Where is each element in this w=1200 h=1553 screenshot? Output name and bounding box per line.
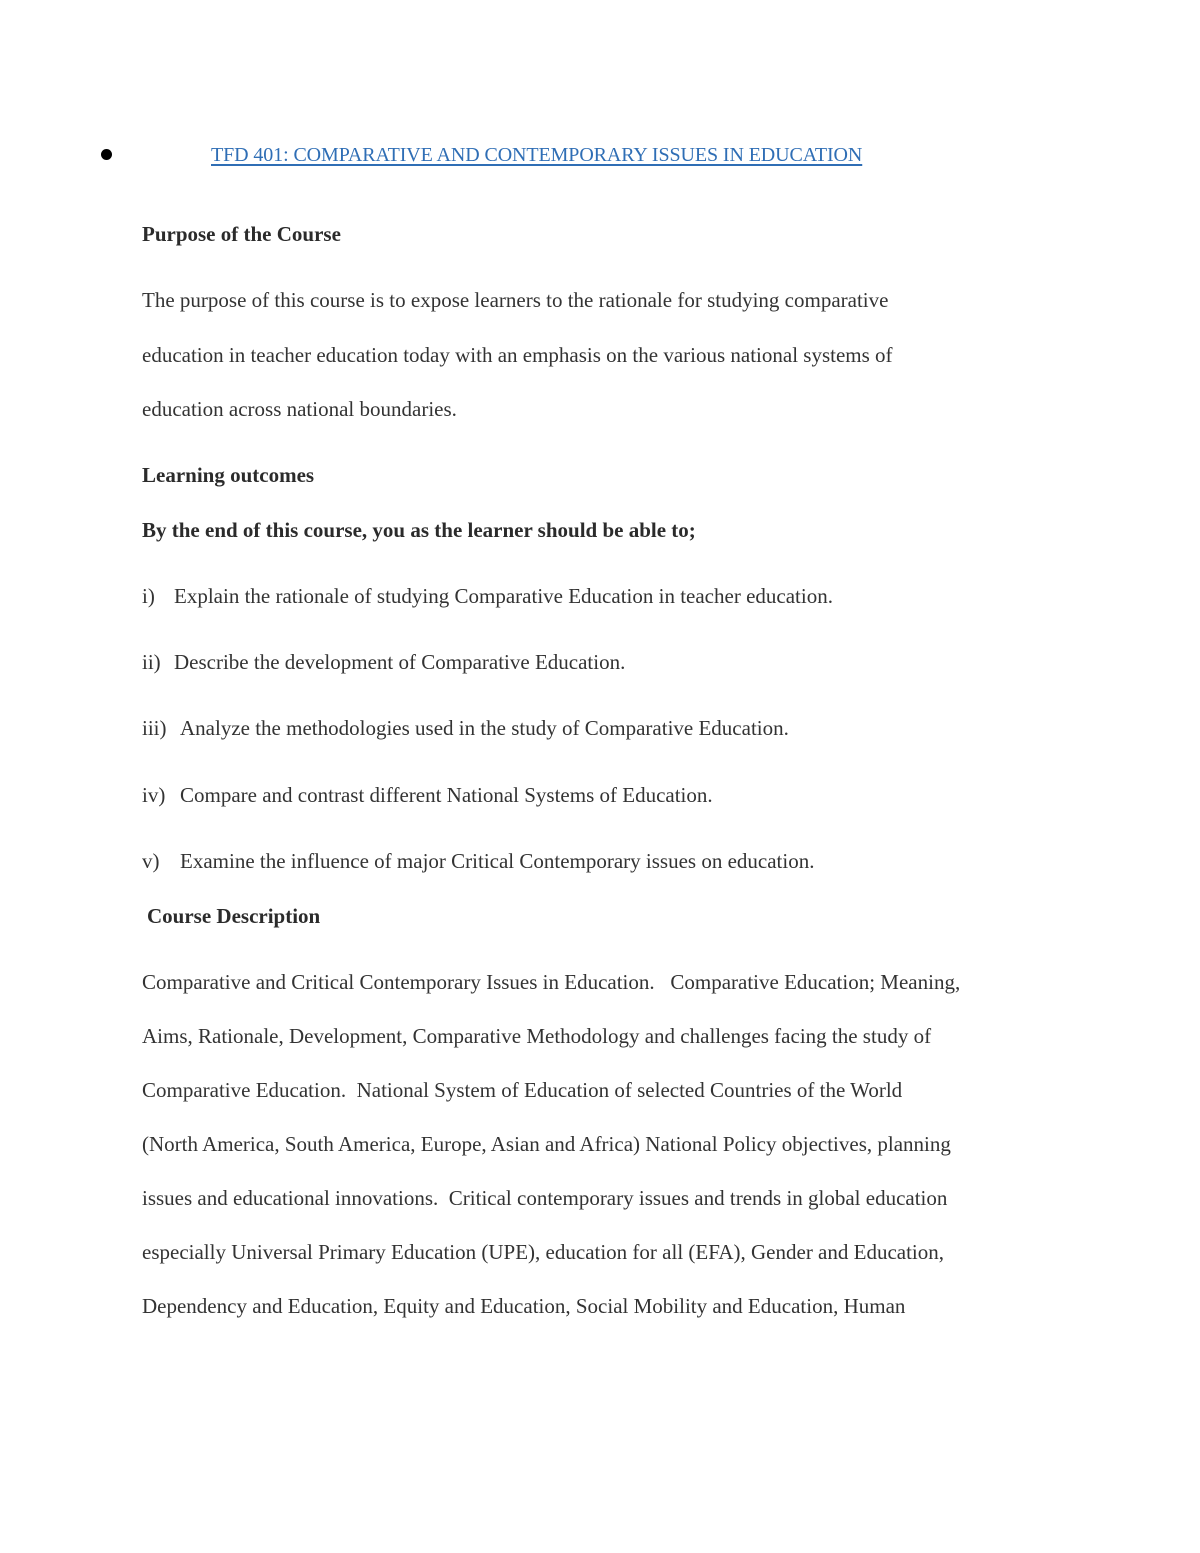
purpose-heading: Purpose of the Course <box>142 222 341 246</box>
learning-outcomes-intro: By the end of this course, you as the learner should be able to; <box>142 518 696 542</box>
purpose-line: The purpose of this course is to expose learners to the rationale for studying comparative <box>142 288 889 312</box>
outcome-number: iii) <box>142 716 167 740</box>
outcome-item <box>142 847 814 875</box>
outcome-number: iv) <box>142 783 166 807</box>
outcome-text: Analyze the methodologies used in the study of Comparative Education. <box>180 716 789 740</box>
purpose-line: education in teacher education today with an emphasis on the various national systems of <box>142 343 893 367</box>
purpose-line: education across national boundaries. <box>142 397 457 421</box>
outcome-number: v) <box>142 849 160 873</box>
outcome-item <box>142 648 625 676</box>
outcome-item <box>142 714 789 742</box>
description-line: (North America, South America, Europe, Asian and Africa) National Policy objectives, planning <box>142 1132 951 1156</box>
course-description-heading: Course Description <box>147 904 321 928</box>
outcome-item <box>142 582 833 610</box>
bullet-icon <box>101 149 112 160</box>
description-line: Dependency and Education, Equity and Education, Social Mobility and Education, Human <box>142 1294 906 1318</box>
description-line: Comparative and Critical Contemporary Issues in Education. Comparative Education; Meaning, <box>142 970 961 994</box>
course-title-link[interactable]: TFD 401: COMPARATIVE AND CONTEMPORARY ISSUES IN EDUCATION <box>211 144 863 166</box>
description-line: issues and educational innovations. Critical contemporary issues and trends in global education <box>142 1186 948 1210</box>
description-line: Aims, Rationale, Development, Comparative Methodology and challenges facing the study of <box>142 1024 932 1048</box>
outcome-text: Examine the influence of major Critical Contemporary issues on education. <box>180 849 815 873</box>
outcome-text: Describe the development of Comparative Education. <box>174 650 626 674</box>
learning-outcomes-heading: Learning outcomes <box>142 463 315 487</box>
description-line: Comparative Education. National System of Education of selected Countries of the World <box>142 1078 903 1102</box>
outcome-text: Compare and contrast different National Systems of Education. <box>180 783 713 807</box>
outcome-number: i) <box>142 584 155 608</box>
outcome-item <box>142 781 713 809</box>
outcome-text: Explain the rationale of studying Comparative Education in teacher education. <box>174 584 833 608</box>
description-line: especially Universal Primary Education (UPE), education for all (EFA), Gender and Education, <box>142 1240 945 1264</box>
outcome-number: ii) <box>142 650 161 674</box>
